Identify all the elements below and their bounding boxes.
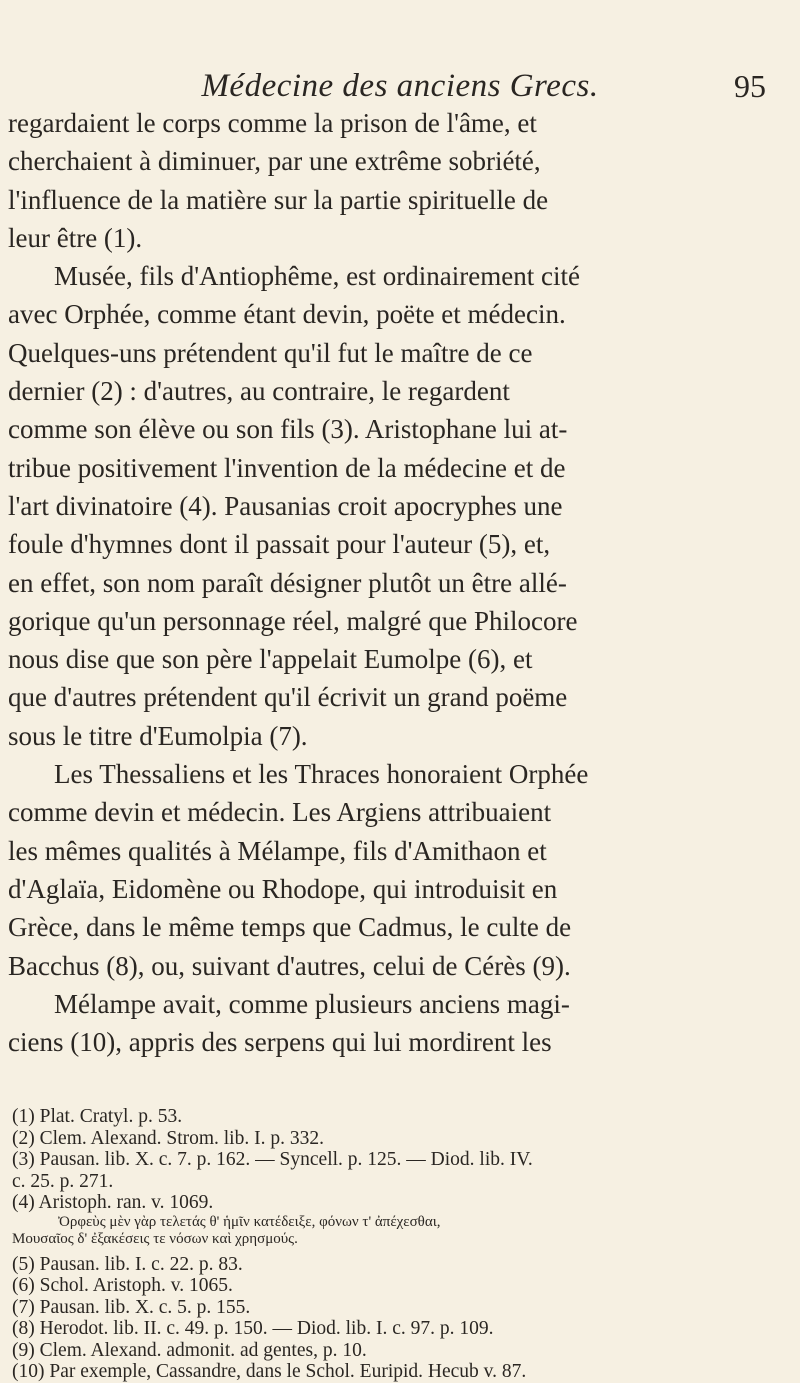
text-line: gorique qu'un personnage réel, malgré que Philocore [8, 605, 578, 636]
text-line: l'influence de la matière sur la partie spirituelle de [8, 184, 549, 215]
footnote: (4) Aristoph. ran. v. 1069. [12, 1192, 214, 1213]
text-line: l'art divinatoire (4). Pausanias croit apocryphes une [8, 490, 563, 521]
text-line: Musée, fils d'Antiophême, est ordinairement cité [54, 261, 580, 292]
text-line: ciens (10), appris des serpens qui lui mordirent les [8, 1027, 552, 1058]
footnote: (10) Par exemple, Cassandre, dans le Schol. Euripid. Hecub v. 87. [12, 1361, 527, 1382]
text-line: les mêmes qualités à Mélampe, fils d'Amithaon et [8, 835, 547, 866]
body-text [8, 104, 770, 1061]
text-line: Bacchus (8), ou, suivant d'autres, celui de Cérès (9). [8, 950, 571, 981]
text-line: dernier (2) : d'autres, au contraire, le regardent [8, 376, 510, 407]
text-line: comme son élève ou son fils (3). Aristophane lui at- [8, 414, 568, 445]
footnote: (5) Pausan. lib. I. c. 22. p. 83. [12, 1253, 243, 1275]
text-line: Quelques-uns prétendent qu'il fut le maître de ce [8, 337, 533, 368]
paragraph-3 [8, 755, 770, 985]
paragraph-4 [8, 985, 770, 1062]
text-line: Grèce, dans le même temps que Cadmus, le culte de [8, 912, 572, 943]
running-title: Médecine des anciens Grecs. [201, 68, 599, 104]
greek-quotation: Μουσαῖος δ' ἐξακέσεις τε νόσων καὶ χρησμούς. [12, 1230, 298, 1247]
text-line: que d'autres prétendent qu'il écrivit un grand poëme [8, 682, 568, 713]
paragraph-1 [8, 104, 770, 257]
footnotes [12, 1106, 772, 1383]
footnote: (2) Clem. Alexand. Strom. lib. I. p. 332. [12, 1127, 324, 1149]
text-line: Mélampe avait, comme plusieurs anciens magi- [54, 988, 570, 1019]
page-number: 95 [734, 68, 766, 104]
text-line: en effet, son nom paraît désigner plutôt un être allé- [8, 567, 567, 598]
footnote: (1) Plat. Cratyl. p. 53. [12, 1106, 183, 1127]
paragraph-2 [8, 257, 770, 755]
greek-quotation: Ὀρφεὺς μὲν γὰρ τελετάς θ' ἡμῖν κατέδειξε, φόνων τ' ἀπέχεσθαι, [58, 1213, 441, 1230]
text-line: sous le titre d'Eumolpia (7). [8, 720, 308, 751]
text-line: foule d'hymnes dont il passait pour l'auteur (5), et, [8, 529, 551, 560]
text-line: d'Aglaïa, Eidomène ou Rhodope, qui introduisit en [8, 873, 558, 904]
text-line: avec Orphée, comme étant devin, poëte et médecin. [8, 299, 566, 330]
footnote: (9) Clem. Alexand. admonit. ad gentes, p. 10. [12, 1339, 367, 1361]
text-line: Les Thessaliens et les Thraces honoraient Orphée [54, 759, 589, 790]
text-line: leur être (1). [8, 222, 143, 253]
footnote: (3) Pausan. lib. X. c. 7. p. 162. — Syncell. p. 125. — Diod. lib. IV. [12, 1149, 533, 1170]
text-line: nous dise que son père l'appelait Eumolpe (6), et [8, 644, 533, 675]
text-line: tribue positivement l'invention de la médecine et de [8, 452, 566, 483]
footnote: (8) Herodot. lib. II. c. 49. p. 150. — Diod. lib. I. c. 97. p. 109. [12, 1318, 494, 1339]
text-line: cherchaient à diminuer, par une extrême sobriété, [8, 146, 541, 177]
footnote-continuation: c. 25. p. 271. [12, 1170, 114, 1192]
footnote: (7) Pausan. lib. X. c. 5. p. 155. [12, 1296, 251, 1318]
text-line: comme devin et médecin. Les Argiens attribuaient [8, 797, 552, 828]
footnote: (6) Schol. Aristoph. v. 1065. [12, 1275, 233, 1296]
text-line: regardaient le corps comme la prison de l'âme, et [8, 108, 537, 138]
